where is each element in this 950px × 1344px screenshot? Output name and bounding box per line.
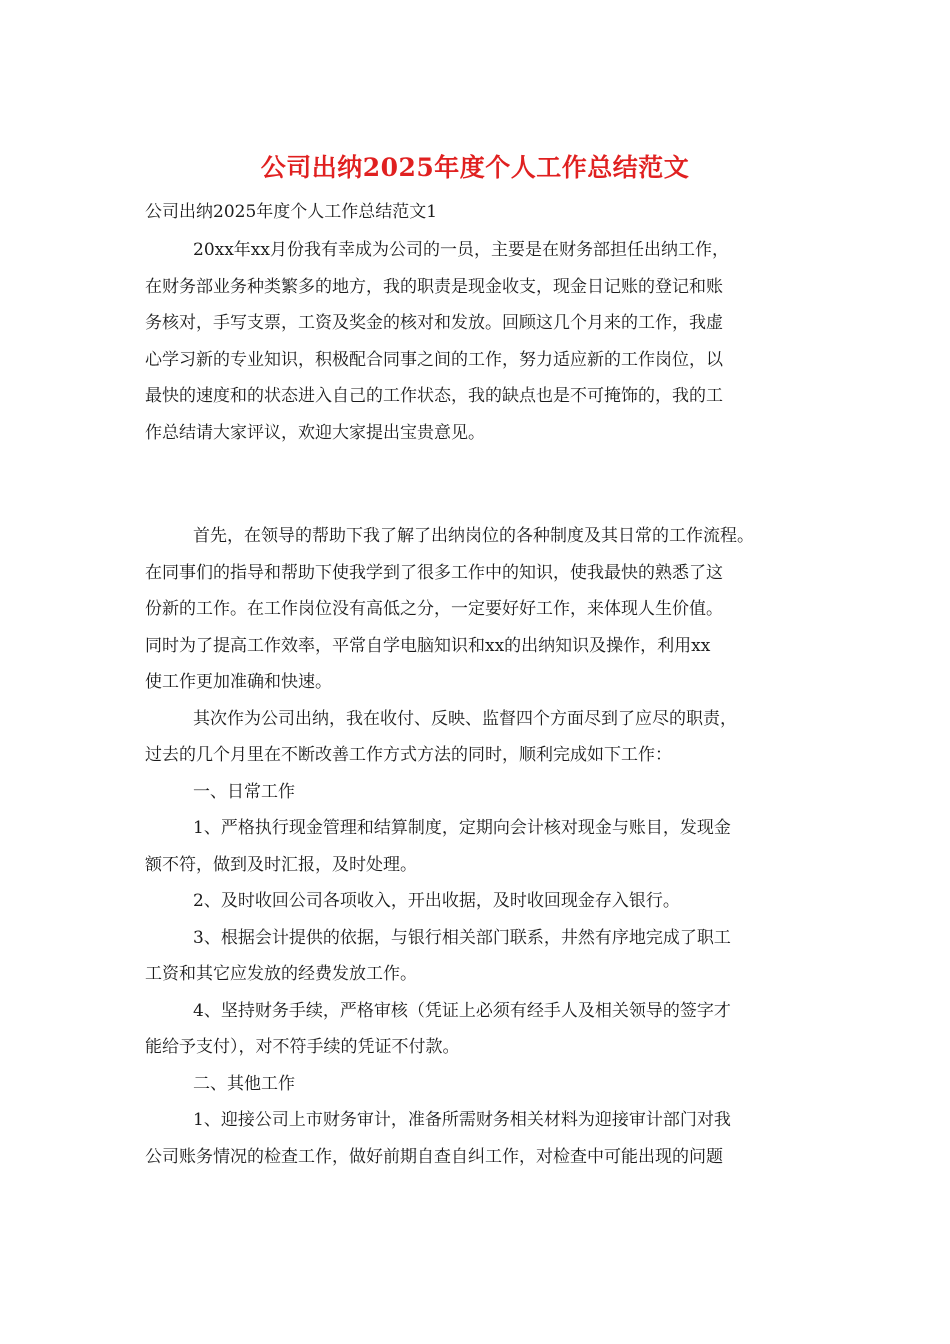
text-line: 其次作为公司出纳，我在收付、反映、监督四个方面尽到了应尽的职责， — [193, 708, 737, 729]
text-line: 使工作更加准确和快速。 — [145, 672, 332, 692]
document-title: 公司出纳2025年度个人工作总结范文 — [260, 153, 690, 182]
text-line: 最快的速度和的状态进入自己的工作状态，我的缺点也是不可掩饰的，我的工 — [145, 386, 723, 406]
section-heading: 一、日常工作 — [193, 781, 295, 802]
text-line: 4、坚持财务手续，严格审核（凭证上必须有经手人及相关领导的签字才 — [193, 1000, 731, 1021]
section-heading: 二、其他工作 — [193, 1073, 295, 1094]
text-line: 在同事们的指导和帮助下使我学到了很多工作中的知识，使我最快的熟悉了这 — [145, 562, 723, 583]
text-line: 在财务部业务种类繁多的地方，我的职责是现金收支，现金日记账的登记和账 — [145, 276, 723, 297]
text-line: 20xx年xx月份我有幸成为公司的一员，主要是在财务部担任出纳工作， — [193, 240, 729, 260]
text-line: 心学习新的专业知识，积极配合同事之间的工作，努力适应新的工作岗位，以 — [145, 349, 723, 370]
text-line: 过去的几个月里在不断改善工作方式方法的同时，顺利完成如下工作： — [145, 745, 672, 765]
text-line: 工资和其它应发放的经费发放工作。 — [145, 964, 417, 984]
paragraph-intro — [145, 232, 825, 451]
text-line: 公司账务情况的检查工作，做好前期自查自纠工作，对检查中可能出现的问题 — [145, 1146, 723, 1167]
text-line: 务核对，手写支票，工资及奖金的核对和发放。回顾这几个月来的工作，我虚 — [145, 313, 723, 333]
text-line: 份新的工作。在工作岗位没有高低之分，一定要好好工作，来体现人生价值。 — [145, 599, 723, 619]
text-line: 1、迎接公司上市财务审计，准备所需财务相关材料为迎接审计部门对我 — [193, 1110, 731, 1130]
document-subtitle: 公司出纳2025年度个人工作总结范文1 — [145, 202, 438, 222]
text-line: 2、及时收回公司各项收入，开出收据，及时收回现金存入银行。 — [193, 891, 680, 911]
text-line: 额不符，做到及时汇报，及时处理。 — [145, 854, 417, 875]
paragraph-body — [145, 518, 825, 1175]
text-line: 首先，在领导的帮助下我了解了出纳岗位的各种制度及其日常的工作流程。 — [193, 526, 754, 546]
text-line: 能给予支付），对不符手续的凭证不付款。 — [145, 1037, 460, 1057]
text-line: 作总结请大家评议，欢迎大家提出宝贵意见。 — [145, 422, 485, 443]
text-line: 1、严格执行现金管理和结算制度，定期向会计核对现金与账目，发现金 — [193, 818, 731, 838]
text-line: 3、根据会计提供的依据，与银行相关部门联系，井然有序地完成了职工 — [193, 927, 731, 948]
text-line: 同时为了提高工作效率，平常自学电脑知识和xx的出纳知识及操作，利用xx — [145, 635, 711, 656]
